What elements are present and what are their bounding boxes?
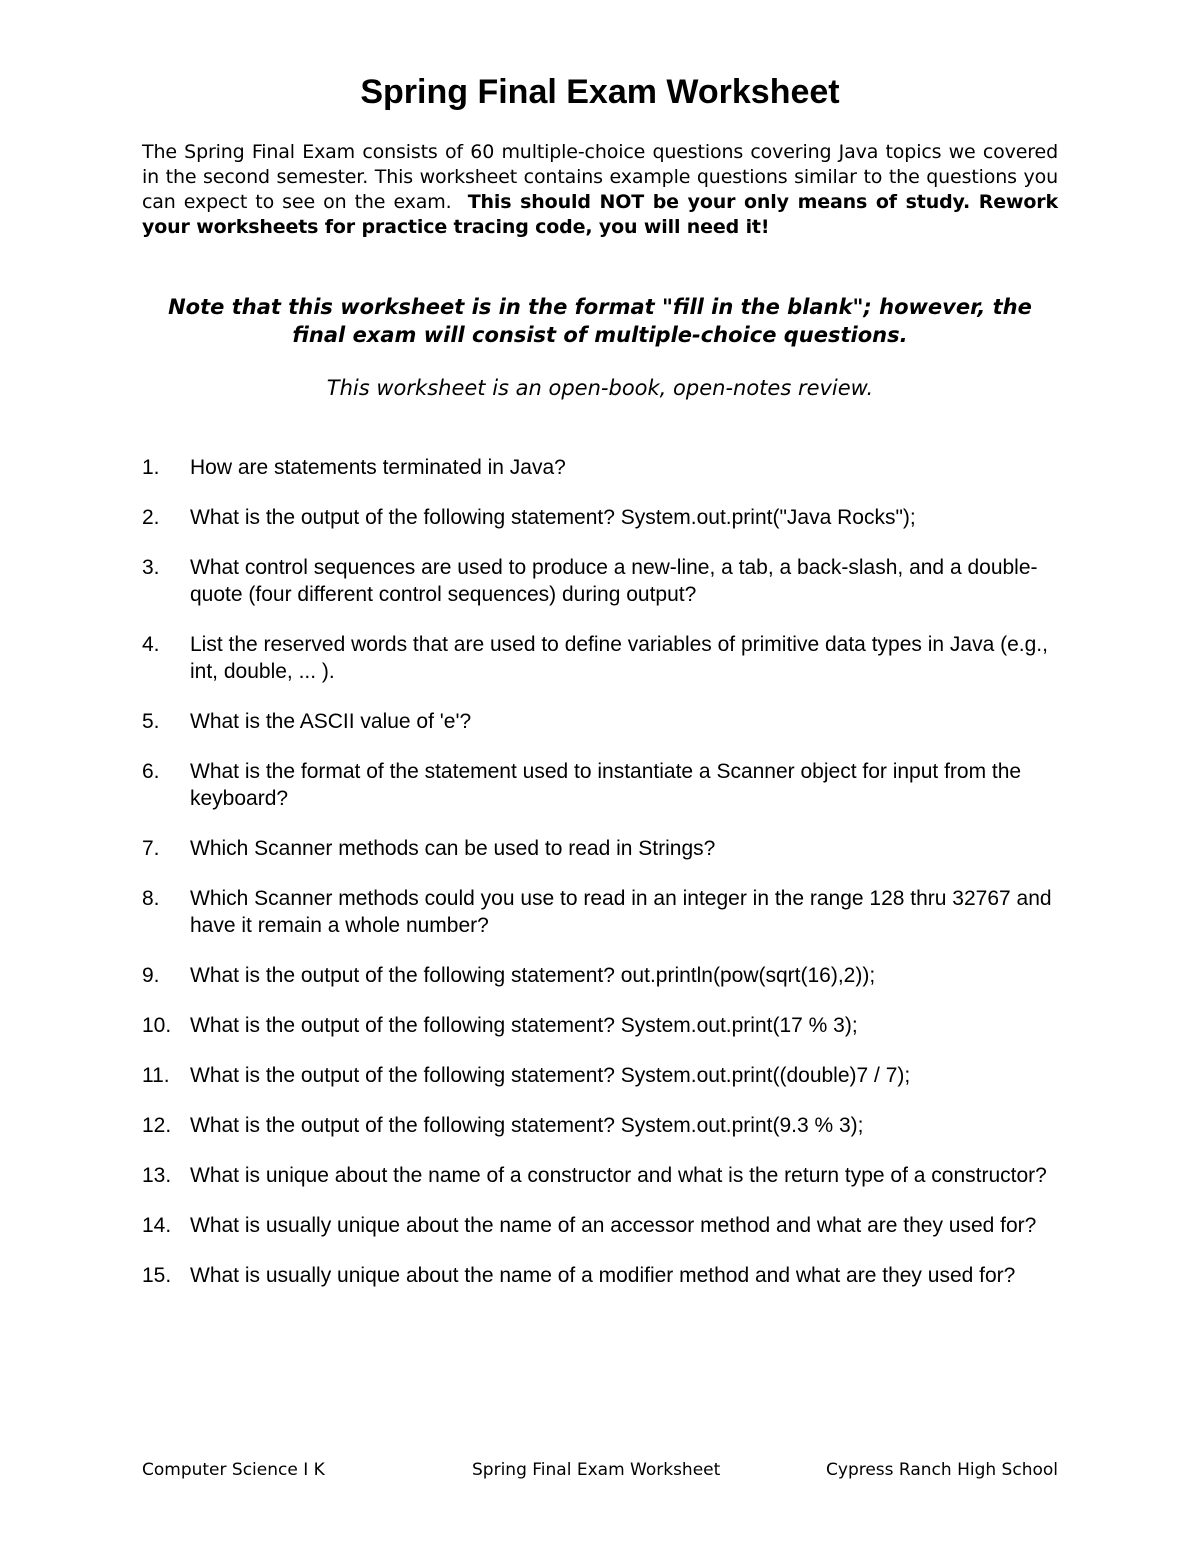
question-item bbox=[142, 1262, 1062, 1289]
question-text: What is the output of the following statement? out.println(pow(sqrt(16),2)); bbox=[190, 964, 876, 987]
question-number: 14. bbox=[142, 1214, 172, 1237]
question-text: What is usually unique about the name of an accessor method and what are they used for? bbox=[190, 1214, 1037, 1237]
question-number: 6. bbox=[142, 760, 160, 783]
question-item bbox=[142, 1062, 1062, 1089]
question-number: 4. bbox=[142, 633, 160, 656]
question-text: What is the output of the following statement? System.out.print((double)7 / 7); bbox=[190, 1064, 911, 1087]
format-note: Note that this worksheet is in the format "fill in the blank"; however, the final exam will consist of multiple-choice questions. bbox=[168, 295, 1032, 347]
question-number: 8. bbox=[142, 887, 160, 910]
question-number: 11. bbox=[142, 1064, 170, 1087]
open-book-note: This worksheet is an open-book, open-notes review. bbox=[326, 376, 874, 400]
page-title: Spring Final Exam Worksheet bbox=[360, 73, 840, 111]
question-item bbox=[142, 758, 1062, 812]
question-number: 12. bbox=[142, 1114, 172, 1137]
question-item bbox=[142, 1012, 1062, 1039]
question-item bbox=[142, 554, 1062, 608]
question-list bbox=[142, 454, 1062, 1312]
question-item bbox=[142, 454, 1062, 481]
question-number: 9. bbox=[142, 964, 160, 987]
question-item bbox=[142, 1212, 1062, 1239]
question-number: 15. bbox=[142, 1264, 172, 1287]
question-number: 13. bbox=[142, 1164, 172, 1187]
question-text: How are statements terminated in Java? bbox=[190, 456, 566, 479]
question-text: What is usually unique about the name of a modifier method and what are they used for? bbox=[190, 1264, 1016, 1287]
intro-warning: This should NOT be your only means of study. Rework your worksheets for practice tracing code, you will need it! bbox=[142, 191, 1059, 238]
question-number: 1. bbox=[142, 456, 160, 479]
footer-school: Cypress Ranch High School bbox=[826, 1460, 1058, 1480]
intro-paragraph bbox=[142, 140, 1058, 240]
question-item bbox=[142, 708, 1062, 735]
question-number: 3. bbox=[142, 556, 160, 579]
question-item bbox=[142, 1112, 1062, 1139]
question-text: What is the format of the statement used to instantiate a Scanner object for input from the keyboard? bbox=[190, 760, 1022, 810]
question-number: 10. bbox=[142, 1014, 172, 1037]
intro-text: The Spring Final Exam consists of 60 multiple-choice questions covering Java topics we covered in the second semester. This worksheet contains example questions similar to the questions you can expect to see on the exam. bbox=[142, 141, 1058, 213]
question-text: What is unique about the name of a constructor and what is the return type of a constructor? bbox=[190, 1164, 1047, 1187]
question-number: 5. bbox=[142, 710, 160, 733]
question-item bbox=[142, 504, 1062, 531]
question-item bbox=[142, 962, 1062, 989]
question-text: What control sequences are used to produce a new-line, a tab, a back-slash, and a double-quote (four different control sequences) during output? bbox=[190, 556, 1038, 606]
question-text: Which Scanner methods could you use to read in an integer in the range 128 thru 32767 and have it remain a whole number? bbox=[190, 887, 1052, 937]
footer-course: Computer Science I K bbox=[142, 1460, 325, 1480]
question-text: What is the output of the following statement? System.out.print("Java Rocks"); bbox=[190, 506, 916, 529]
question-item bbox=[142, 1162, 1062, 1189]
question-text: List the reserved words that are used to define variables of primitive data types in Java (e.g., int, double, ... ). bbox=[190, 633, 1048, 683]
question-item bbox=[142, 885, 1062, 939]
question-item bbox=[142, 631, 1062, 685]
question-item bbox=[142, 835, 1062, 862]
footer-document-title: Spring Final Exam Worksheet bbox=[472, 1460, 721, 1480]
question-text: Which Scanner methods can be used to read in Strings? bbox=[190, 837, 716, 860]
question-text: What is the output of the following statement? System.out.print(9.3 % 3); bbox=[190, 1114, 864, 1137]
question-number: 2. bbox=[142, 506, 160, 529]
question-text: What is the ASCII value of 'e'? bbox=[190, 710, 472, 733]
question-text: What is the output of the following statement? System.out.print(17 % 3); bbox=[190, 1014, 858, 1037]
question-number: 7. bbox=[142, 837, 160, 860]
